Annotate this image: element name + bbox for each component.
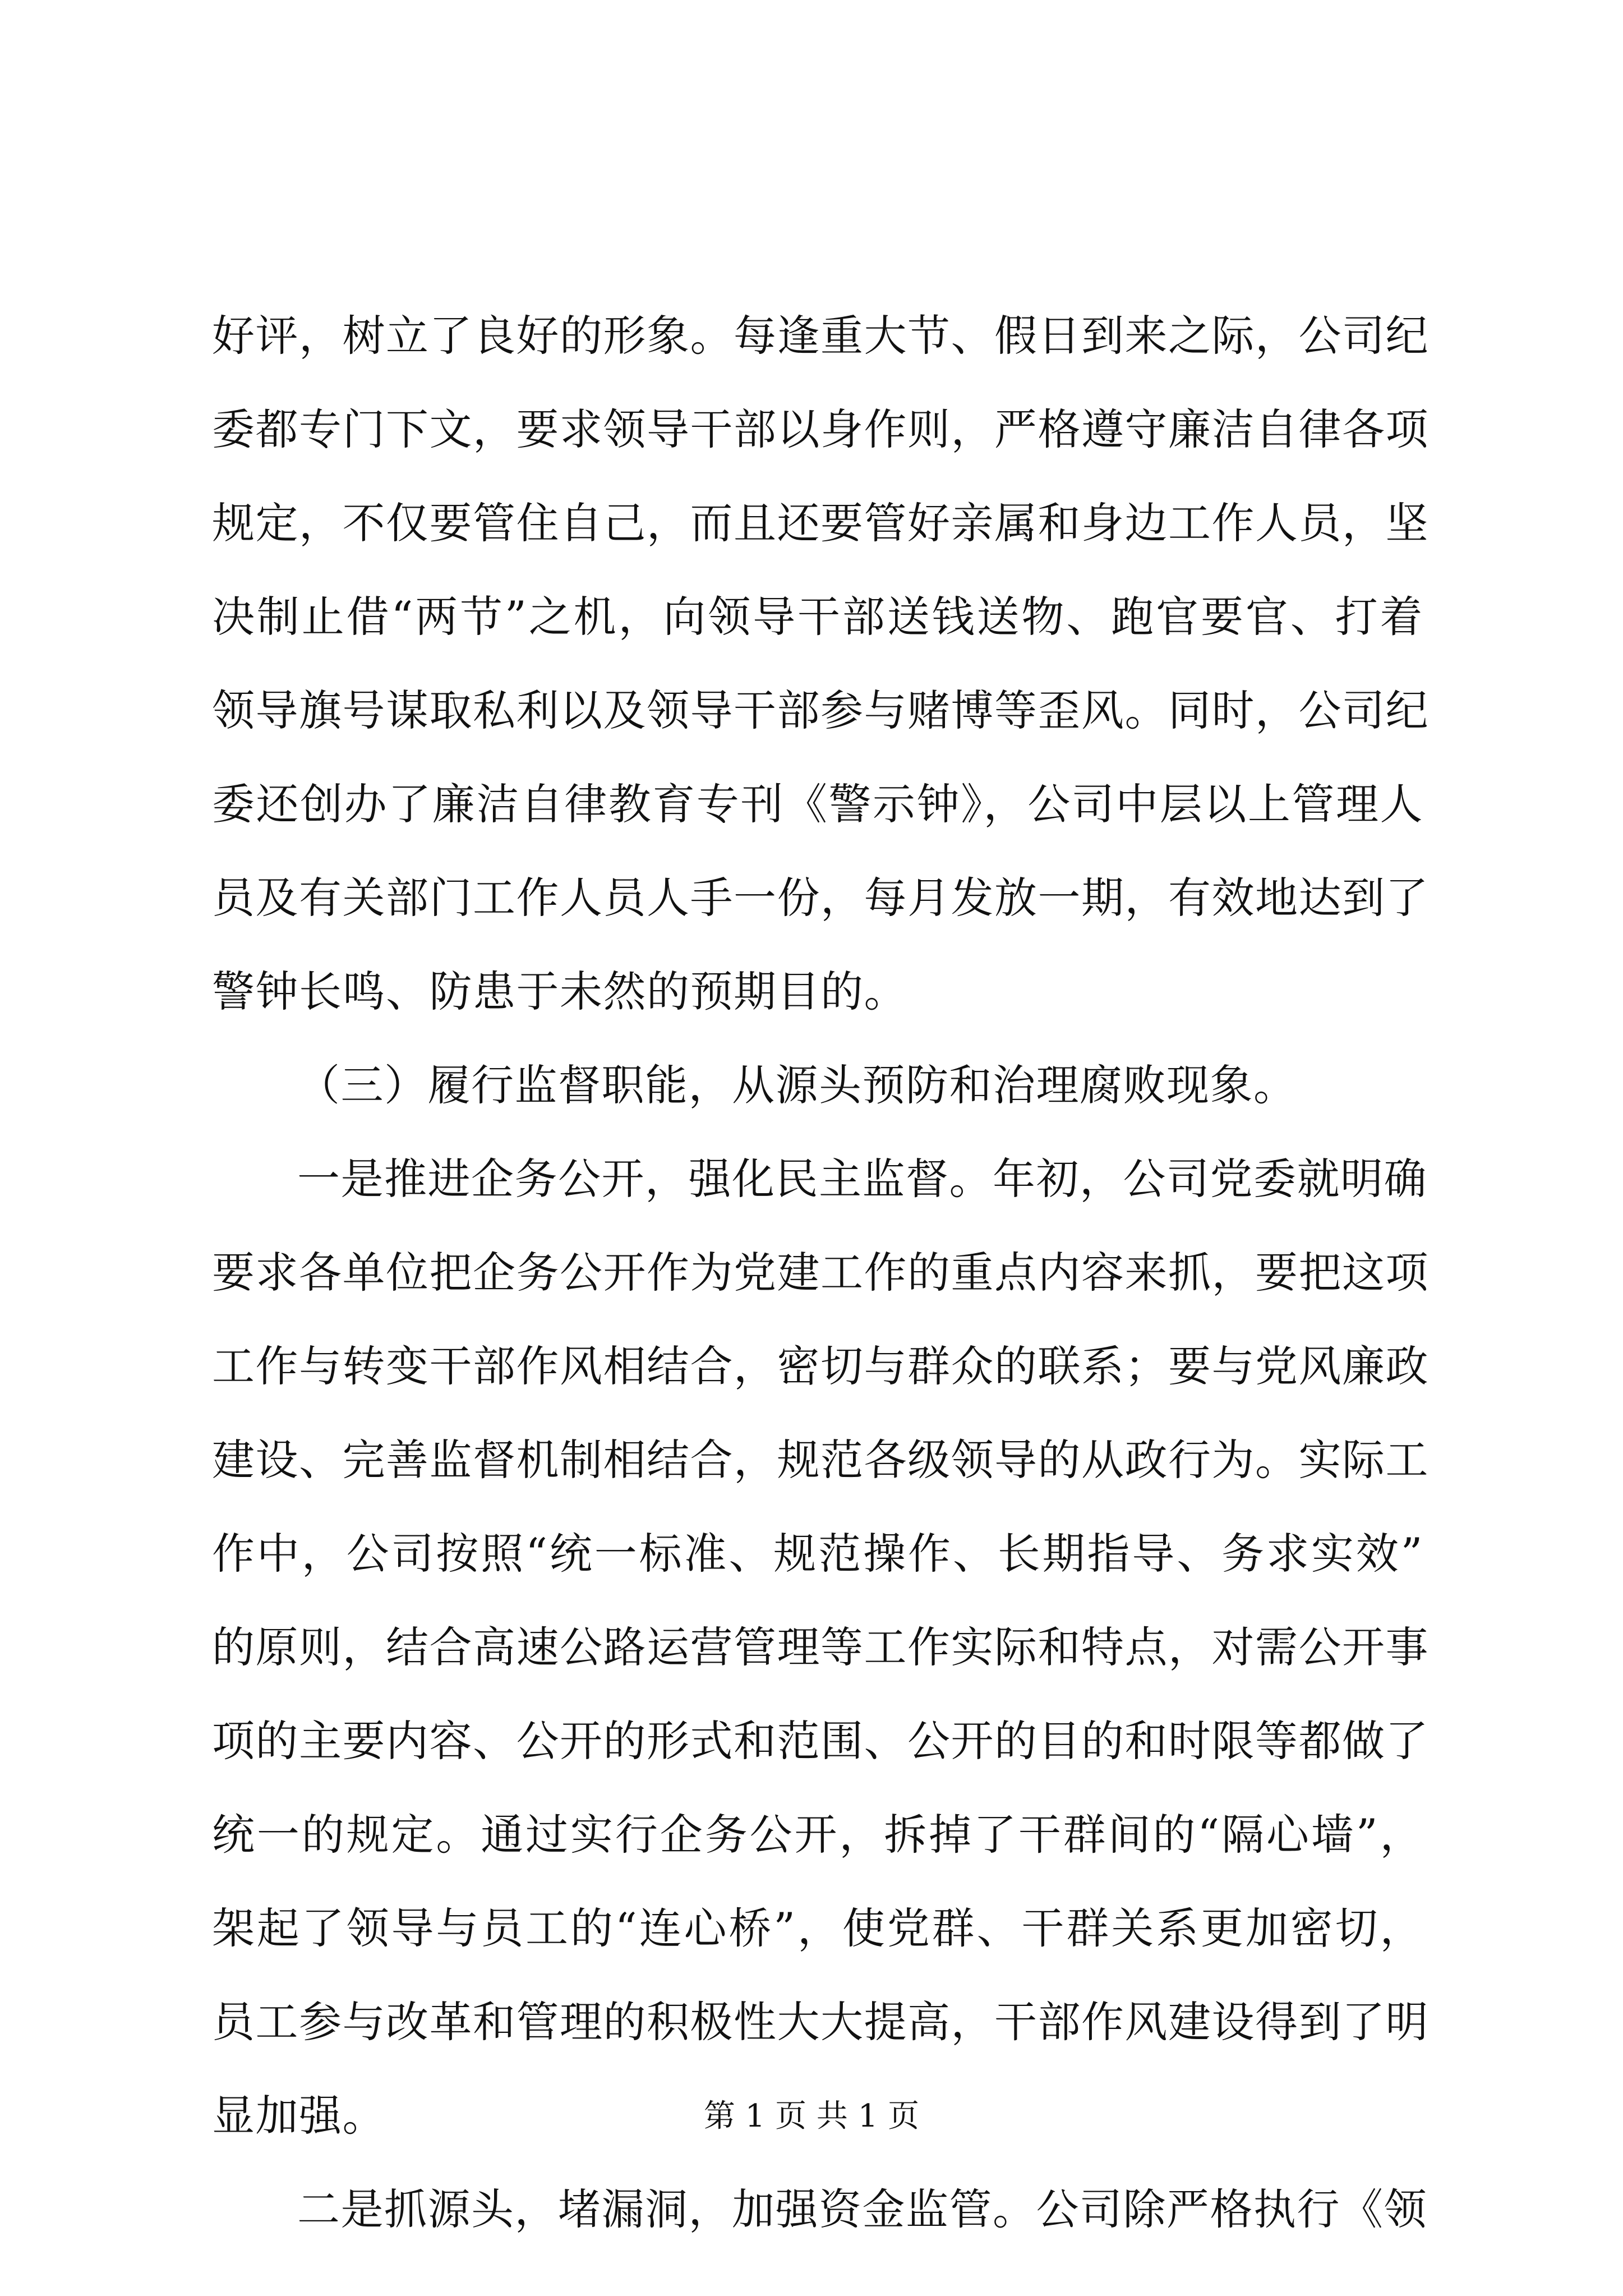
- text-line: 统一的规定。通过实行企务公开，拆掉了干群间的“隔心墙”，: [212, 1810, 1423, 1860]
- text-line: 警钟长鸣、防患于未然的预期目的。: [212, 967, 907, 1016]
- text-line: 规定，不仅要管住自己，而且还要管好亲属和身边工作人员，坚: [212, 498, 1429, 548]
- text-line: 工作与转变干部作风相结合，密切与群众的联系；要与党风廉政: [212, 1341, 1429, 1391]
- section-heading: （三）履行监督职能，从源头预防和治理腐败现象。: [297, 1060, 1297, 1110]
- text-line: 作中，公司按照“统一标准、规范操作、长期指导、务求实效”: [212, 1529, 1423, 1579]
- text-line: 好评，树立了良好的形象。每逢重大节、假日到来之际，公司纪: [212, 311, 1429, 361]
- text-line: 项的主要内容、公开的形式和范围、公开的目的和时限等都做了: [212, 1716, 1429, 1766]
- paragraph-first-line: 一是推进企务公开，强化民主监督。年初，公司党委就明确: [297, 1154, 1427, 1204]
- text-line: 员工参与改革和管理的积极性大大提高，干部作风建设得到了明: [212, 1997, 1429, 2047]
- text-line: 的原则，结合高速公路运营管理等工作实际和特点，对需公开事: [212, 1622, 1429, 1672]
- text-line: 委还创办了廉洁自律教育专刊《警示钟》，公司中层以上管理人: [212, 779, 1423, 829]
- text-line: 显加强。: [212, 2091, 386, 2141]
- document-body: [212, 289, 1429, 2256]
- paragraph-first-line: 二是抓源头，堵漏洞，加强资金监管。公司除严格执行《领: [297, 2184, 1427, 2234]
- page-footer: 第 1 页 共 1 页: [703, 2098, 920, 2134]
- text-line: 建设、完善监督机制相结合，规范各级领导的从政行为。实际工: [212, 1435, 1429, 1485]
- text-line: 领导旗号谋取私利以及领导干部参与赌博等歪风。同时，公司纪: [212, 685, 1429, 735]
- text-line: 委都专门下文，要求领导干部以身作则，严格遵守廉洁自律各项: [212, 404, 1429, 454]
- text-line: 员及有关部门工作人员人手一份，每月发放一期，有效地达到了: [212, 873, 1429, 923]
- text-line: 要求各单位把企务公开作为党建工作的重点内容来抓，要把这项: [212, 1248, 1429, 1297]
- text-line: 决制止借“两节”之机，向领导干部送钱送物、跑官要官、打着: [212, 592, 1423, 642]
- text-line: 架起了领导与员工的“连心桥”，使党群、干群关系更加密切，: [212, 1903, 1423, 1953]
